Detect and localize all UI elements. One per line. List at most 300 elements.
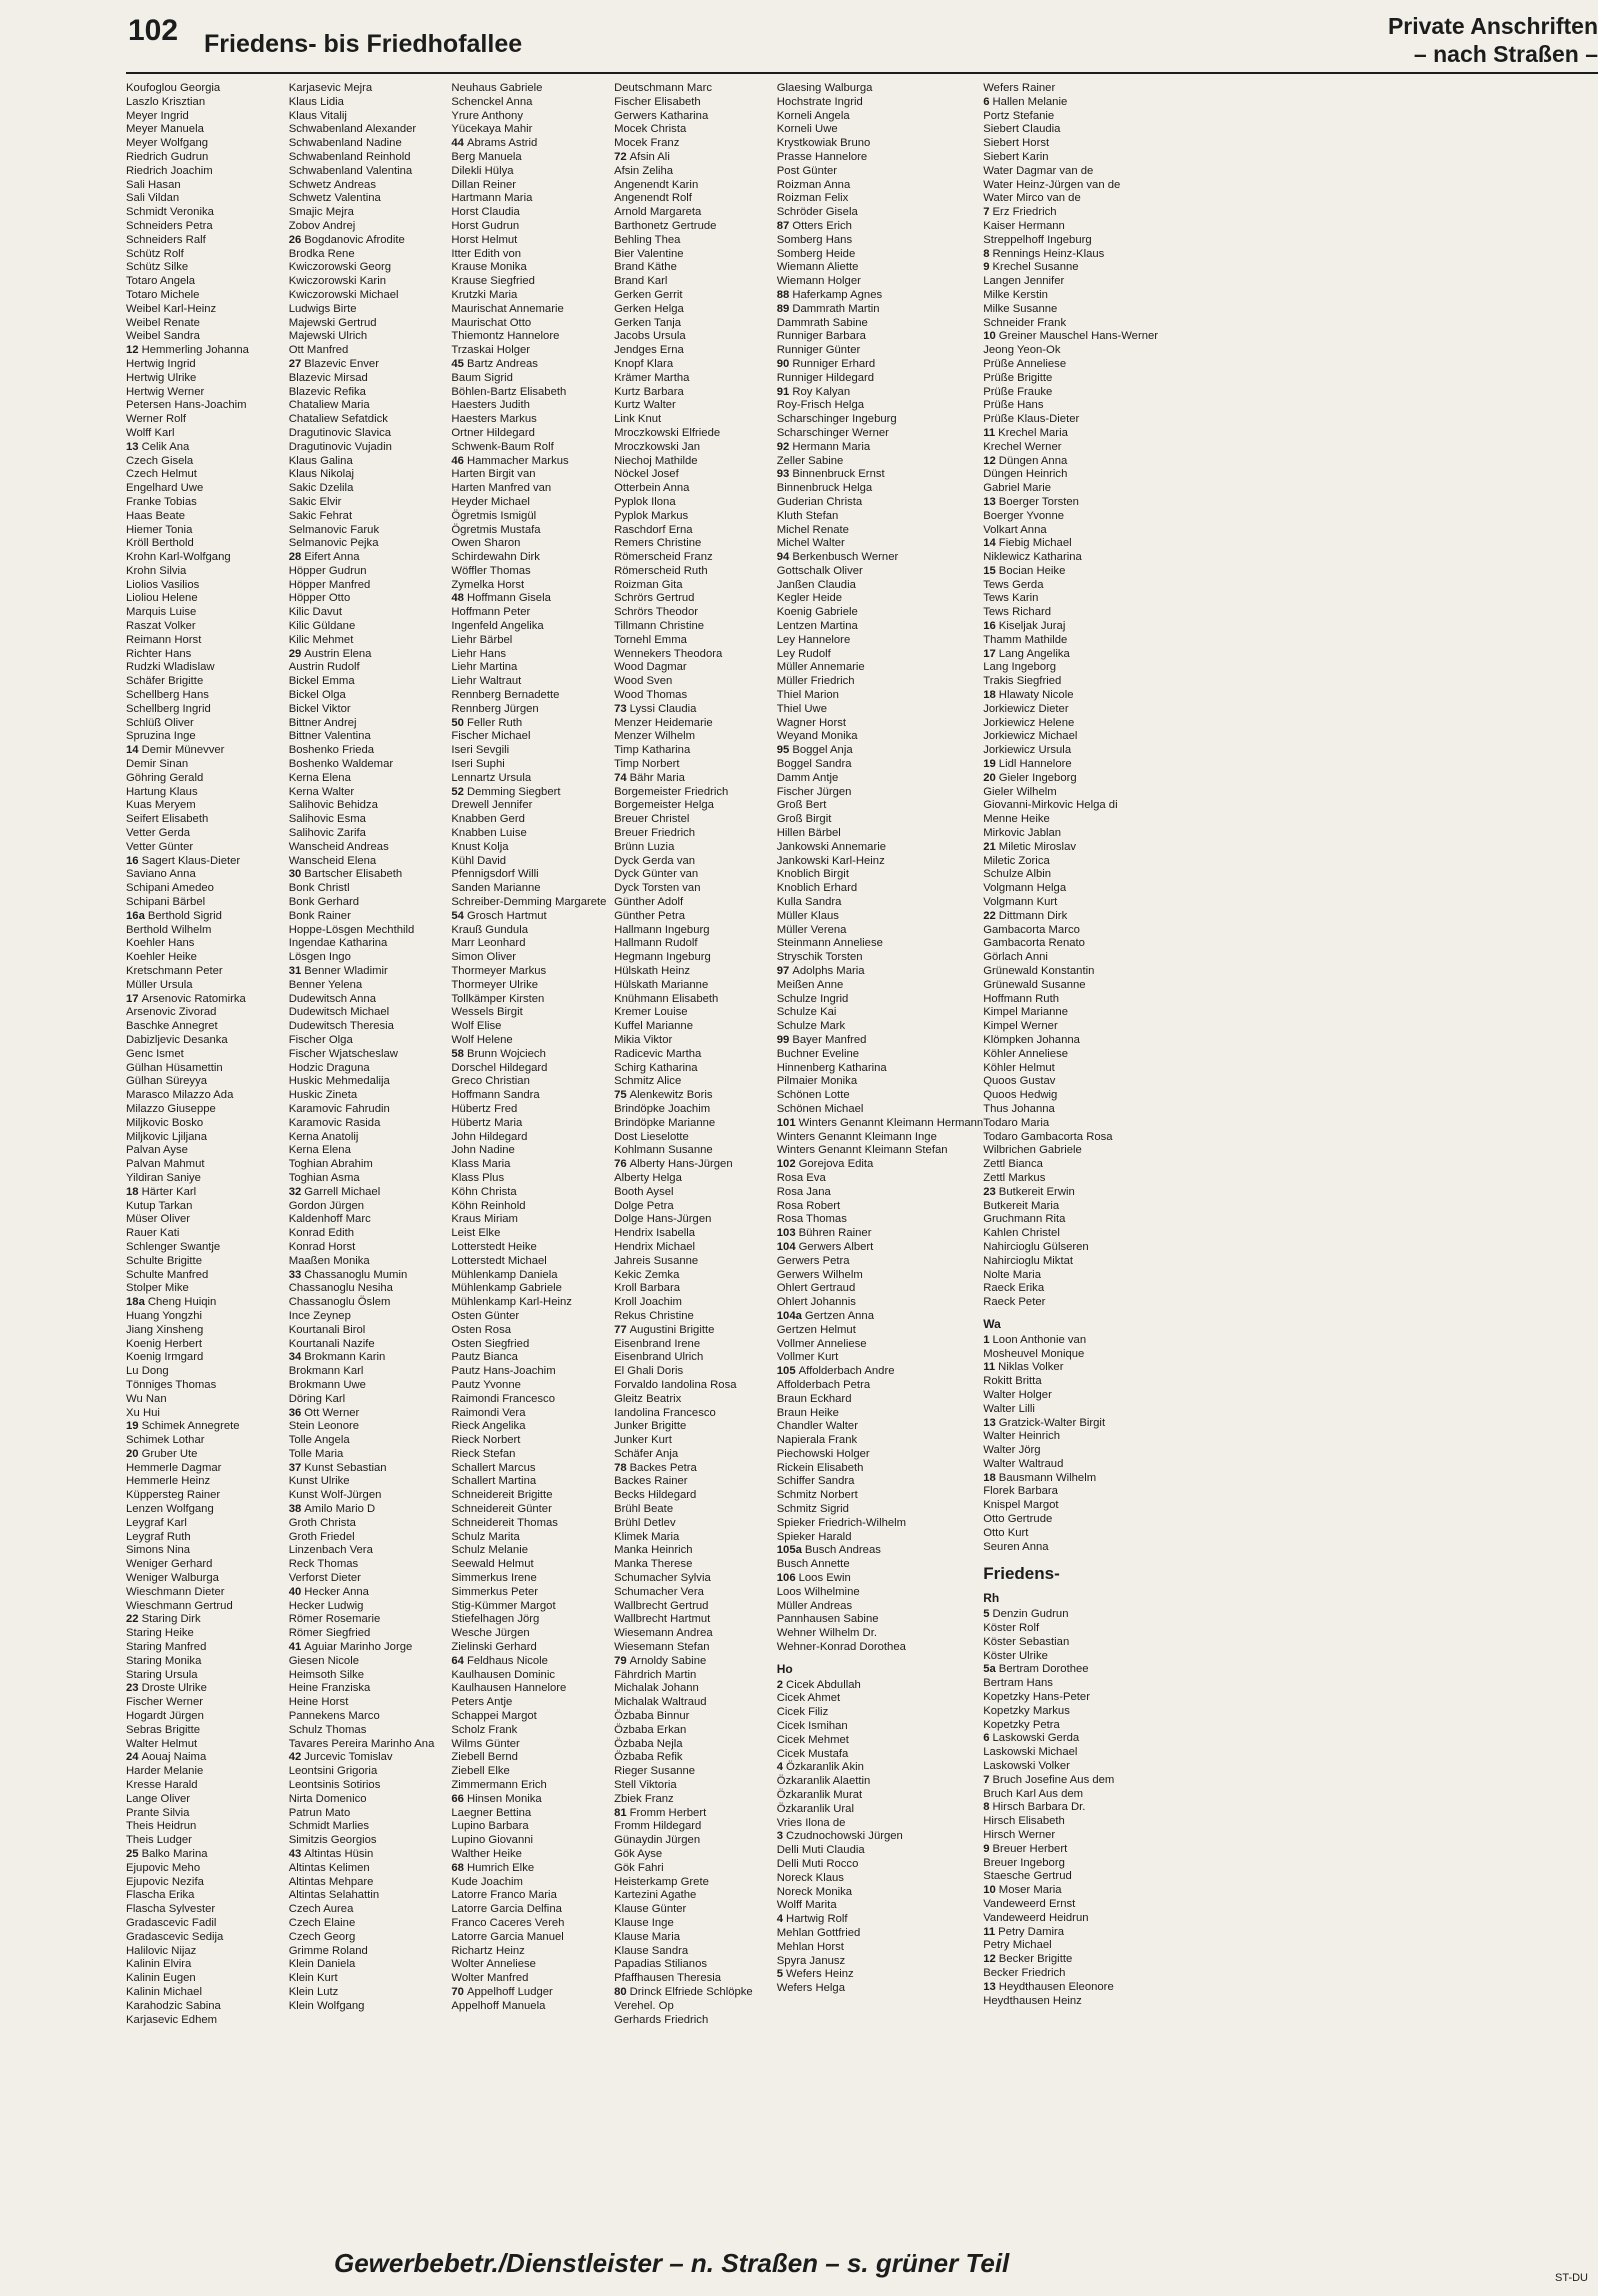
house-number: 12 [126,344,139,357]
resident-name: Walter Lilli [983,1402,1035,1415]
resident-name: Schlüß Oliver [126,716,194,729]
resident-name: Cicek Mehmet [776,1733,849,1746]
resident-name: Nöckel Josef [614,468,679,481]
directory-entry [289,1627,452,1641]
resident-name: Kohlmann Susanne [614,1144,713,1157]
directory-entry [777,165,983,179]
resident-name: Köster Sebastian [983,1635,1070,1648]
resident-name: Rekus Christine [614,1309,694,1322]
resident-name: Water Mirco van de [983,192,1081,205]
resident-name: Zeller Sabine [776,454,844,467]
directory-entry [126,1696,289,1710]
resident-name: Schiffer Sandra [776,1475,855,1488]
resident-name: Krämer Martha [614,371,690,384]
resident-name: Sakic Elvir [288,495,342,508]
resident-name: Tavares Pereira Marinho Ana [288,1737,435,1750]
directory-entry [289,1641,452,1655]
directory-entry [289,441,452,455]
directory-entry [451,1682,614,1696]
resident-name: Papadias Stilianos [614,1958,708,1971]
directory-entry [983,1117,1158,1131]
directory-entry [614,1489,777,1503]
resident-name: Gerken Tanja [614,316,682,329]
resident-name: Lange Oliver [126,1792,191,1805]
resident-name: Gerwers Katharina [614,109,709,122]
resident-name: Berkenbusch Werner [792,551,899,564]
house-number: 14 [126,744,139,757]
resident-name: Iseri Sevgili [451,744,510,757]
directory-entry [126,1407,289,1421]
house-number: 91 [776,385,790,398]
resident-name: Cicek Abdullah [786,1678,861,1691]
directory-entry [289,1820,452,1834]
resident-name: Hammacher Markus [466,454,569,467]
resident-name: Schröder Gisela [776,206,858,219]
directory-entry [126,2014,289,2028]
resident-name: Chassanoglu Öslem [288,1296,391,1309]
resident-name: Klause Günter [614,1903,687,1916]
directory-entry [777,1241,983,1255]
resident-name: Hallmann Ingeburg [614,923,710,936]
resident-name: Knabben Luise [451,827,527,840]
house-number: 28 [288,551,302,564]
directory-entry [289,786,452,800]
resident-name: Itter Edith von [451,247,522,260]
resident-name: Glaesing Walburga [776,82,873,94]
directory-column [614,82,777,2232]
house-number: 13 [126,440,139,453]
house-number: 106 [776,1572,796,1585]
resident-name: Becker Brigitte [998,1953,1073,1966]
resident-name: Meißen Anne [776,978,844,991]
resident-name: Rosa Eva [776,1171,826,1184]
resident-name: Michalak Waltraud [614,1696,707,1709]
resident-name: Abrams Astrid [466,137,538,150]
resident-name: Simon Oliver [451,951,517,964]
house-number: 40 [288,1585,302,1598]
directory-entry [777,1941,983,1955]
resident-name: Bocian Heike [998,564,1066,577]
resident-name: Hecker Ludwig [288,1599,364,1612]
directory-entry [451,441,614,455]
resident-name: Dolge Hans-Jürgen [614,1213,712,1226]
directory-entry [289,1544,452,1558]
directory-entry [289,951,452,965]
resident-name: Thiemontz Hannelore [451,330,560,343]
resident-name: Spyra Janusz [776,1954,846,1967]
resident-name: Yildiran Saniye [126,1171,201,1184]
house-number: 3 [776,1830,784,1843]
directory-entry [289,1710,452,1724]
directory-entry [614,813,777,827]
directory-entry [614,993,777,1007]
directory-entry [451,151,614,165]
directory-entry [614,468,777,482]
resident-name: Bickel Olga [288,689,346,702]
directory-entry [614,1131,777,1145]
footer-note: Gewerbebetr./Dienstleister – n. Straßen – s. grüner Teil [334,2248,1010,2278]
resident-name: Braun Eckhard [776,1392,852,1405]
house-number: 87 [776,219,790,232]
resident-name: Jiang Xinsheng [126,1323,204,1336]
directory-entry [289,1393,452,1407]
directory-entry [777,1789,983,1803]
resident-name: Gradascevic Sedija [126,1930,224,1943]
resident-name: Palvan Mahmut [126,1158,205,1171]
resident-name: Koenig Irmgard [126,1351,204,1364]
resident-name: Gambacorta Marco [983,923,1080,936]
resident-name: Klein Wolfgang [288,1999,365,2012]
directory-entry [777,151,983,165]
resident-name: Kaldenhoff Marc [288,1213,371,1226]
directory-entry [983,1241,1158,1255]
directory-entry [614,220,777,234]
directory-entry [126,799,289,813]
resident-name: Horst Gudrun [451,219,520,232]
resident-name: Timp Norbert [614,758,680,771]
resident-name: Schulze Albin [983,868,1052,881]
resident-name: Czech Aurea [288,1903,354,1916]
resident-name: Bausmann Wilhelm [998,1471,1097,1484]
resident-name: Fischer Olga [288,1033,353,1046]
resident-name: Brand Karl [614,275,668,288]
resident-name: Aouaj Naima [141,1751,207,1764]
resident-name: Flascha Erika [126,1889,195,1902]
directory-entry [126,758,289,772]
resident-name: Kuas Meryem [126,799,196,812]
resident-name: Gerken Gerrit [614,288,683,301]
resident-name: Hillen Bärbel [776,827,841,840]
directory-entry [451,1834,614,1848]
resident-name: Ortner Hildegard [451,426,535,439]
directory-entry [614,261,777,275]
directory-entry [614,1572,777,1586]
directory-entry [614,1144,777,1158]
house-number: 12 [983,454,996,467]
directory-entry [614,730,777,744]
resident-name: Haas Beate [126,509,186,522]
resident-name: Schneidereit Thomas [451,1516,558,1529]
house-number: 33 [288,1268,302,1281]
directory-entry [614,1903,777,1917]
directory-entry [451,675,614,689]
directory-entry [614,151,777,165]
directory-entry [614,592,777,606]
directory-entry [451,1213,614,1227]
resident-name: Gerwers Petra [776,1254,850,1267]
resident-name: Klaus Vitalij [288,109,347,122]
directory-entry [126,1296,289,1310]
directory-entry [126,1572,289,1586]
resident-name: Czech Gisela [126,454,194,467]
resident-name: Mocek Christa [614,123,687,136]
directory-entry [614,1241,777,1255]
directory-entry [777,1600,983,1614]
resident-name: Özbaba Binnur [614,1710,690,1723]
directory-entry [126,330,289,344]
resident-name: Klause Sandra [614,1944,689,1957]
resident-name: Bertram Dorothee [998,1663,1089,1676]
directory-entry [983,1458,1158,1472]
directory-entry [451,1793,614,1807]
directory-entry [983,1006,1158,1020]
directory-entry [289,841,452,855]
resident-name: Wesche Jürgen [451,1627,530,1640]
resident-name: Busch Annette [776,1558,850,1571]
directory-entry [983,289,1158,303]
resident-name: Pyplok Markus [614,509,689,522]
directory-entry [451,82,614,96]
directory-entry [777,675,983,689]
resident-name: Hartmann Maria [451,192,533,205]
directory-entry [451,1848,614,1862]
resident-name: Totaro Angela [126,275,196,288]
resident-name: Kunst Sebastian [304,1461,387,1474]
directory-entry [126,1103,289,1117]
directory-entry [126,317,289,331]
directory-entry [451,1269,614,1283]
directory-entry [614,1503,777,1517]
resident-name: Krause Siegfried [451,275,535,288]
directory-entry [451,1324,614,1338]
resident-name: Piechowski Holger [776,1447,870,1460]
resident-name: Otters Erich [792,219,852,232]
directory-entry [777,1968,983,1982]
directory-entry [614,1600,777,1614]
directory-entry [777,1117,983,1131]
resident-name: Backes Petra [629,1461,697,1474]
resident-name: Winters Genannt Kleimann Inge [776,1130,937,1143]
directory-entry [983,1334,1158,1348]
directory-entry [983,620,1158,634]
directory-entry [983,1227,1158,1241]
resident-name: Engelhard Uwe [126,482,204,495]
resident-name: Franke Tobias [126,495,197,508]
resident-name: Wöffler Thomas [451,564,531,577]
directory-entry [451,427,614,441]
resident-name: Leontsinis Sotirios [288,1779,381,1792]
directory-entry [451,1669,614,1683]
directory-entry [614,1889,777,1903]
resident-name: Binnenbruck Helga [776,482,873,495]
directory-entry [126,1834,289,1848]
directory-entry [983,151,1158,165]
resident-name: Müller Verena [776,923,847,936]
directory-entry [451,123,614,137]
directory-entry [983,1361,1158,1375]
directory-entry [614,330,777,344]
resident-name: Ohlert Johannis [776,1296,856,1309]
resident-name: Garrell Michael [304,1185,381,1198]
resident-name: Saviano Anna [126,868,196,881]
resident-name: Kerna Walter [288,785,355,798]
house-number: 11 [983,426,996,439]
resident-name: Stiefelhagen Jörg [451,1613,540,1626]
house-number: 68 [451,1861,464,1874]
directory-entry [983,1815,1158,1829]
resident-name: Krechel Susanne [992,261,1079,274]
directory-entry [289,358,452,372]
house-number: 15 [983,564,996,577]
resident-name: Klein Daniela [288,1958,356,1971]
resident-name: Gradascevic Fadil [126,1916,217,1929]
directory-entry [777,1817,983,1831]
directory-entry [126,1062,289,1076]
directory-entry [777,1324,983,1338]
directory-entry [126,386,289,400]
resident-name: Butkereit Maria [983,1199,1060,1212]
resident-name: Vetter Günter [126,840,194,853]
resident-name: Seifert Elisabeth [126,813,209,826]
resident-name: Schellberg Hans [126,689,209,702]
directory-entry [289,730,452,744]
house-number: 37 [288,1461,302,1474]
resident-name: Denzin Gudrun [992,1608,1069,1621]
directory-entry [289,1903,452,1917]
directory-entry [451,1710,614,1724]
directory-entry [451,1255,614,1269]
resident-name: Liehr Hans [451,647,507,660]
directory-entry [983,772,1158,786]
resident-name: Laskowski Volker [983,1760,1070,1773]
directory-entry [289,1751,452,1765]
directory-entry [289,1531,452,1545]
resident-name: Fromm Hildegard [614,1820,702,1833]
resident-name: Dyck Torsten van [614,882,701,895]
directory-entry [289,1489,452,1503]
directory-entry [777,1558,983,1572]
resident-name: Chataliew Sefatdick [288,413,388,426]
resident-name: Gerhards Friedrich [614,2013,709,2026]
directory-entry [983,1200,1158,1214]
section-title-line-2: – nach Straßen – [1413,41,1598,67]
directory-entry [451,882,614,896]
directory-entry [777,1034,983,1048]
directory-entry [451,979,614,993]
resident-name: Kroll Joachim [614,1296,682,1309]
resident-name: Kunst Ulrike [288,1475,350,1488]
directory-entry [614,910,777,924]
directory-entry [126,151,289,165]
directory-entry [126,1227,289,1241]
resident-name: Schmidt Veronika [126,206,214,219]
resident-name: Weibel Karl-Heinz [126,302,217,315]
directory-entry [126,896,289,910]
resident-name: Özkaranlik Murat [776,1789,863,1802]
directory-entry [289,648,452,662]
directory-entry [983,303,1158,317]
directory-entry [451,1448,614,1462]
resident-name: Radicevic Martha [614,1047,702,1060]
directory-entry [777,1830,983,1844]
resident-name: Pfaffhausen Theresia [614,1972,722,1985]
resident-name: Bonk Gerhard [288,896,360,909]
directory-entry [126,689,289,703]
directory-entry [451,110,614,124]
resident-name: Lang Angelika [998,647,1070,660]
resident-name: Wiemann Aliette [776,261,859,274]
resident-name: Lotterstedt Michael [451,1254,547,1267]
resident-name: Siebert Karin [983,150,1049,163]
resident-name: Schütz Rolf [126,247,184,260]
resident-name: Celik Ana [141,440,190,453]
directory-entry [126,1393,289,1407]
directory-entry [983,703,1158,717]
section-title-line-1: Private Anschriften [1387,13,1598,39]
district-heading: Rh [983,1591,1000,1606]
resident-name: Fromm Herbert [629,1806,707,1819]
resident-name: Werner Rolf [126,413,187,426]
directory-entry [777,1200,983,1214]
directory-entry [289,1103,452,1117]
house-number: 10 [983,330,996,343]
resident-name: Patrun Mato [288,1806,351,1819]
directory-entry [983,606,1158,620]
directory-entry [614,206,777,220]
directory-entry [983,441,1158,455]
resident-name: Somberg Heide [776,247,856,260]
resident-name: Sali Vildan [126,192,180,205]
directory-entry [983,1034,1158,1048]
directory-entry [614,1420,777,1434]
resident-name: Jendges Erna [614,344,684,357]
directory-entry [614,1103,777,1117]
resident-name: Scholz Frank [451,1723,518,1736]
resident-name: Kutup Tarkan [126,1199,193,1212]
resident-name: Menzer Heidemarie [614,716,713,729]
directory-entry [451,179,614,193]
directory-entry [983,1774,1158,1788]
directory-entry [126,537,289,551]
resident-name: Bühren Rainer [798,1227,872,1240]
resident-name: John Nadine [451,1144,515,1157]
directory-entry [983,234,1158,248]
directory-entry [126,1255,289,1269]
resident-name: Gruber Ute [141,1447,198,1460]
directory-entry [983,1953,1158,1967]
resident-name: Petersen Hans-Joachim [126,399,247,412]
resident-name: Afsin Zeliha [614,164,674,177]
resident-name: Mühlenkamp Gabriele [451,1282,562,1295]
directory-entry [289,524,452,538]
resident-name: Nirta Domenico [288,1792,367,1805]
resident-name: Laskowski Michael [983,1746,1078,1759]
directory-entry [983,1430,1158,1444]
directory-entry [289,592,452,606]
house-number: 19 [983,758,996,771]
directory-entry [451,1117,614,1131]
house-number: 103 [776,1227,796,1240]
resident-name: Huskic Mehmedalija [288,1075,390,1088]
house-number: 9 [983,261,990,274]
directory-entry [777,1679,983,1693]
resident-name: Klömpken Johanna [983,1033,1080,1046]
directory-entry [451,1407,614,1421]
directory-entry [983,110,1158,124]
directory-entry [289,1682,452,1696]
resident-name: Jankowski Karl-Heinz [776,854,885,867]
directory-entry [777,1186,983,1200]
resident-name: El Ghali Doris [614,1365,684,1378]
resident-name: Ögretmis Mustafa [451,523,541,536]
directory-entry [777,496,983,510]
resident-name: Köhler Helmut [983,1061,1055,1074]
directory-entry [289,1296,452,1310]
resident-name: Dorschel Hildegard [451,1061,548,1074]
resident-name: Haesters Judith [451,399,530,412]
directory-entry [777,1761,983,1775]
page-header [0,0,1598,76]
